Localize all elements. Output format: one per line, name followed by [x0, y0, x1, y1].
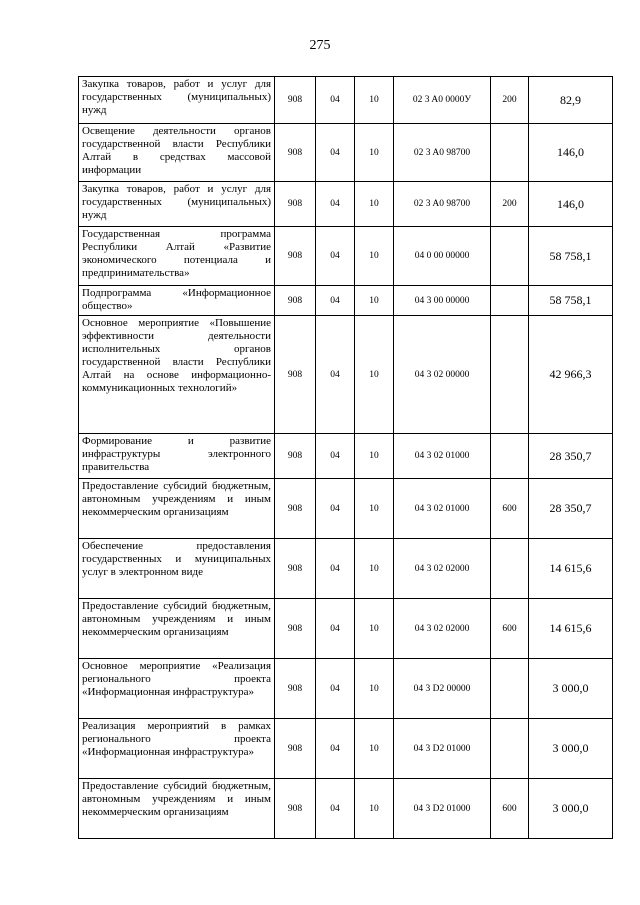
table-row — [79, 227, 613, 286]
row-name: Освещение деятельности органов государственной власти Республики Алтай в средствах массовой информации — [79, 124, 275, 182]
row-expense-type-code: 200 — [491, 77, 529, 124]
row-section-code: 04 — [316, 659, 355, 719]
table-row — [79, 479, 613, 539]
row-subsection-code: 10 — [355, 539, 394, 599]
row-grbs-code: 908 — [275, 479, 316, 539]
row-amount: 82,9 — [529, 77, 613, 124]
row-subsection-code: 10 — [355, 182, 394, 227]
row-grbs-code: 908 — [275, 599, 316, 659]
row-section-code: 04 — [316, 182, 355, 227]
row-expense-type-code — [491, 719, 529, 779]
row-expense-type-code: 600 — [491, 779, 529, 839]
row-amount: 58 758,1 — [529, 286, 613, 316]
row-subsection-code: 10 — [355, 316, 394, 434]
row-section-code: 04 — [316, 479, 355, 539]
row-expense-type-code — [491, 316, 529, 434]
row-target-article-code: 02 3 A0 98700 — [394, 124, 491, 182]
row-grbs-code: 908 — [275, 539, 316, 599]
row-grbs-code: 908 — [275, 434, 316, 479]
row-subsection-code: 10 — [355, 659, 394, 719]
row-target-article-code: 02 3 A0 0000У — [394, 77, 491, 124]
table-row — [79, 659, 613, 719]
row-target-article-code: 04 3 02 01000 — [394, 434, 491, 479]
row-subsection-code: 10 — [355, 719, 394, 779]
row-name: Закупка товаров, работ и услуг для государственных (муниципальных) нужд — [79, 182, 275, 227]
row-grbs-code: 908 — [275, 286, 316, 316]
row-amount: 28 350,7 — [529, 479, 613, 539]
row-section-code: 04 — [316, 124, 355, 182]
row-expense-type-code: 600 — [491, 479, 529, 539]
table-row — [79, 286, 613, 316]
row-target-article-code: 04 3 D2 01000 — [394, 779, 491, 839]
row-expense-type-code — [491, 659, 529, 719]
row-expense-type-code — [491, 434, 529, 479]
row-amount: 3 000,0 — [529, 719, 613, 779]
row-name: Формирование и развитие инфраструктуры электронного правительства — [79, 434, 275, 479]
row-subsection-code: 10 — [355, 124, 394, 182]
row-subsection-code: 10 — [355, 227, 394, 286]
row-subsection-code: 10 — [355, 286, 394, 316]
row-expense-type-code — [491, 227, 529, 286]
row-name: Реализация мероприятий в рамках регионального проекта «Информационная инфраструктура» — [79, 719, 275, 779]
table-row — [79, 539, 613, 599]
row-grbs-code: 908 — [275, 77, 316, 124]
row-section-code: 04 — [316, 539, 355, 599]
row-amount: 42 966,3 — [529, 316, 613, 434]
row-target-article-code: 04 3 00 00000 — [394, 286, 491, 316]
row-section-code: 04 — [316, 779, 355, 839]
row-target-article-code: 04 3 D2 01000 — [394, 719, 491, 779]
row-expense-type-code — [491, 124, 529, 182]
row-grbs-code: 908 — [275, 779, 316, 839]
row-subsection-code: 10 — [355, 434, 394, 479]
row-grbs-code: 908 — [275, 227, 316, 286]
row-target-article-code: 04 3 02 02000 — [394, 599, 491, 659]
row-name: Закупка товаров, работ и услуг для государственных (муниципальных) нужд — [79, 77, 275, 124]
row-subsection-code: 10 — [355, 77, 394, 124]
row-name: Предоставление субсидий бюджетным, автономным учреждениям и иным некоммерческим организациям — [79, 479, 275, 539]
table-row — [79, 124, 613, 182]
table-row — [79, 719, 613, 779]
row-section-code: 04 — [316, 77, 355, 124]
row-name: Предоставление субсидий бюджетным, автономным учреждениям и иным некоммерческим организациям — [79, 779, 275, 839]
row-subsection-code: 10 — [355, 599, 394, 659]
row-section-code: 04 — [316, 316, 355, 434]
budget-table-body — [79, 77, 613, 839]
row-section-code: 04 — [316, 719, 355, 779]
row-amount: 58 758,1 — [529, 227, 613, 286]
row-section-code: 04 — [316, 227, 355, 286]
row-section-code: 04 — [316, 286, 355, 316]
row-grbs-code: 908 — [275, 719, 316, 779]
row-amount: 3 000,0 — [529, 659, 613, 719]
row-grbs-code: 908 — [275, 182, 316, 227]
row-amount: 14 615,6 — [529, 539, 613, 599]
row-subsection-code: 10 — [355, 479, 394, 539]
table-row — [79, 599, 613, 659]
page-number: 275 — [309, 38, 331, 53]
table-row — [79, 77, 613, 124]
row-target-article-code: 04 3 02 02000 — [394, 539, 491, 599]
row-name: Подпрограмма «Информационное общество» — [79, 286, 275, 316]
row-expense-type-code: 200 — [491, 182, 529, 227]
row-expense-type-code — [491, 539, 529, 599]
budget-table — [78, 76, 613, 839]
row-amount: 146,0 — [529, 182, 613, 227]
row-name: Основное мероприятие «Реализация регионального проекта «Информационная инфраструктура» — [79, 659, 275, 719]
row-amount: 146,0 — [529, 124, 613, 182]
row-grbs-code: 908 — [275, 124, 316, 182]
row-section-code: 04 — [316, 599, 355, 659]
row-amount: 28 350,7 — [529, 434, 613, 479]
table-row — [79, 316, 613, 434]
table-row — [79, 182, 613, 227]
row-name: Обеспечение предоставления государственных и муниципальных услуг в электронном виде — [79, 539, 275, 599]
table-row — [79, 434, 613, 479]
row-grbs-code: 908 — [275, 316, 316, 434]
row-target-article-code: 04 0 00 00000 — [394, 227, 491, 286]
row-target-article-code: 04 3 02 01000 — [394, 479, 491, 539]
row-subsection-code: 10 — [355, 779, 394, 839]
row-name: Основное мероприятие «Повышение эффективности деятельности исполнительных органов государственной власти Республики Алтай на основе информационно-коммуникационных технологий» — [79, 316, 275, 434]
row-target-article-code: 04 3 D2 00000 — [394, 659, 491, 719]
row-section-code: 04 — [316, 434, 355, 479]
row-name: Государственная программа Республики Алтай «Развитие экономического потенциала и предпринимательства» — [79, 227, 275, 286]
row-target-article-code: 04 3 02 00000 — [394, 316, 491, 434]
row-expense-type-code — [491, 286, 529, 316]
row-target-article-code: 02 3 A0 98700 — [394, 182, 491, 227]
row-expense-type-code: 600 — [491, 599, 529, 659]
table-row — [79, 779, 613, 839]
row-amount: 3 000,0 — [529, 779, 613, 839]
row-name: Предоставление субсидий бюджетным, автономным учреждениям и иным некоммерческим организациям — [79, 599, 275, 659]
row-amount: 14 615,6 — [529, 599, 613, 659]
row-grbs-code: 908 — [275, 659, 316, 719]
